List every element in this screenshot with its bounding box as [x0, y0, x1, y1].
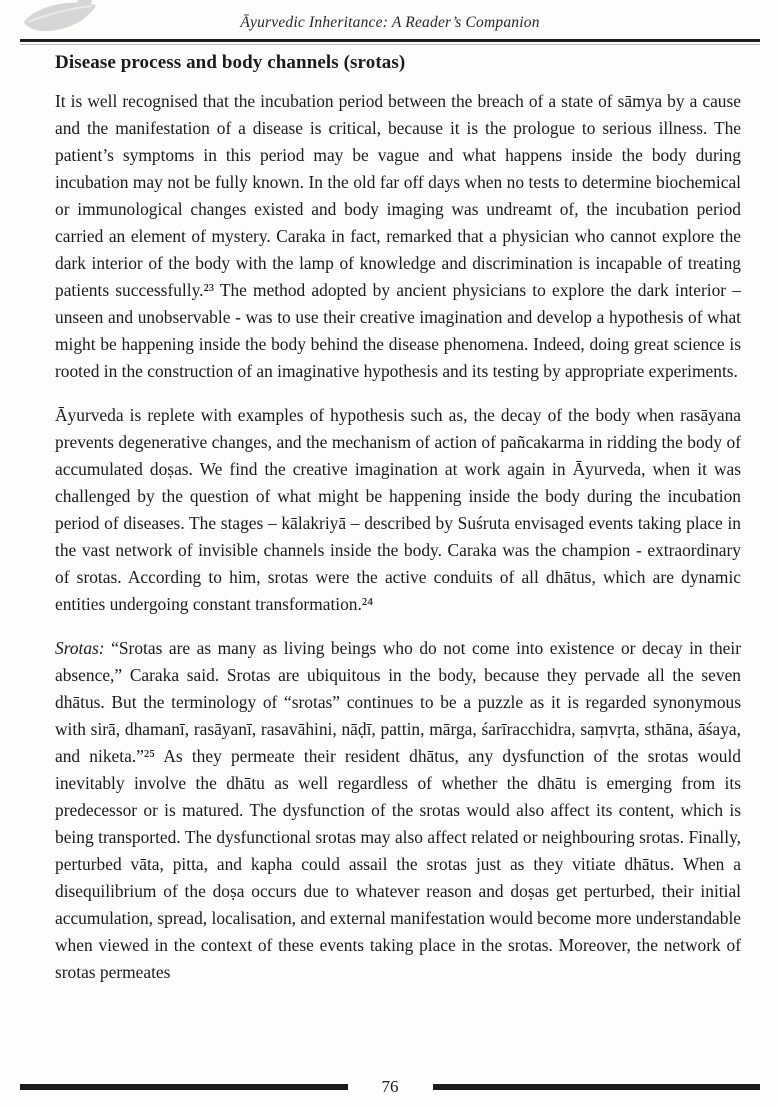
running-title: Āyurvedic Inheritance: A Reader’s Companion	[240, 14, 540, 31]
footer-rule-right	[433, 1084, 761, 1090]
paragraph-srotas-text: “Srotas are as many as living beings who do not come into existence or decay in their absence,” Caraka said. Srotas are ubiquitous in the body, because they pervade all the seven dhātus. But the terminology of “srotas” continues to be a puzzle as it is regarded synonymous with sirā, dhamanī, rasāyanī, rasavāhini, nāḍī, pattin, mārga, śarīracchidra, saṃvṛta, sthāna, āśaya, and niketa.”²⁵ As they permeate their resident dhātus, any dysfunction of the srotas would inevitably involve the dhātu as well regardless of whether the dhātu is emerging from its predecessor or is matured. The dysfunction of the srotas would also affect its content, which is being transported. The dysfunctional srotas may also affect related or neighbouring srotas. Finally, perturbed vāta, pitta, and kapha could assail the srotas just as they vitiate dhātus. When a disequilibrium of the doṣa occurs due to whatever reason and doṣas get perturbed, their initial accumulation, spread, localisation, and external manifestation would become more understandable when viewed in the context of these events taking place in the srotas. Moreover, the network of srotas permeates	[55, 638, 741, 982]
paragraph-srotas-lead: Srotas:	[55, 638, 105, 658]
leaf-logo-icon	[14, 0, 132, 42]
section-heading: Disease process and body channels (srotas)	[55, 52, 406, 73]
page-header	[0, 0, 780, 45]
paragraph-hypothesis: Āyurveda is replete with examples of hypothesis such as, the decay of the body when rasāyana prevents degenerative changes, and the mechanism of action of pañcakarma in ridding the body of accumulated doṣas. We find the creative imagination at work again in Āyurveda, when it was challenged by the question of what might be happening inside the body during the incubation period of diseases. The stages – kālakriyā – described by Suśruta envisaged events taking place in the vast network of invisible channels inside the body. Caraka was the champion - extraordinary of srotas. According to him, srotas were the active conduits of all dhātus, which are dynamic entities undergoing constant transformation.²⁴	[55, 405, 741, 614]
paragraph-srotas	[55, 635, 741, 986]
page-footer	[20, 1077, 760, 1097]
page-body	[55, 52, 741, 986]
footer-rule-left	[20, 1084, 348, 1090]
page-number: 76	[381, 1077, 399, 1096]
paragraph-incubation: It is well recognised that the incubation period between the breach of a state of sāmya by a cause and the manifestation of a disease is critical, because it is the prologue to serious illness. The patient’s symptoms in this period may be vague and what happens inside the body during incubation may not be fully known. In the old far off days when no tests to determine biochemical or immunological changes existed and body imaging was undreamt of, the incubation period carried an element of mystery. Caraka in fact, remarked that a physician who cannot explore the dark interior of the body with the lamp of knowledge and discrimination is incapable of treating patients successfully.²³ The method adopted by ancient physicians to explore the dark interior –unseen and unobservable - was to use their creative imagination and develop a hypothesis of what might be happening inside the body behind the disease phenomena. Indeed, doing great science is rooted in the construction of an imaginative hypothesis and its testing by appropriate experiments.	[55, 91, 741, 381]
